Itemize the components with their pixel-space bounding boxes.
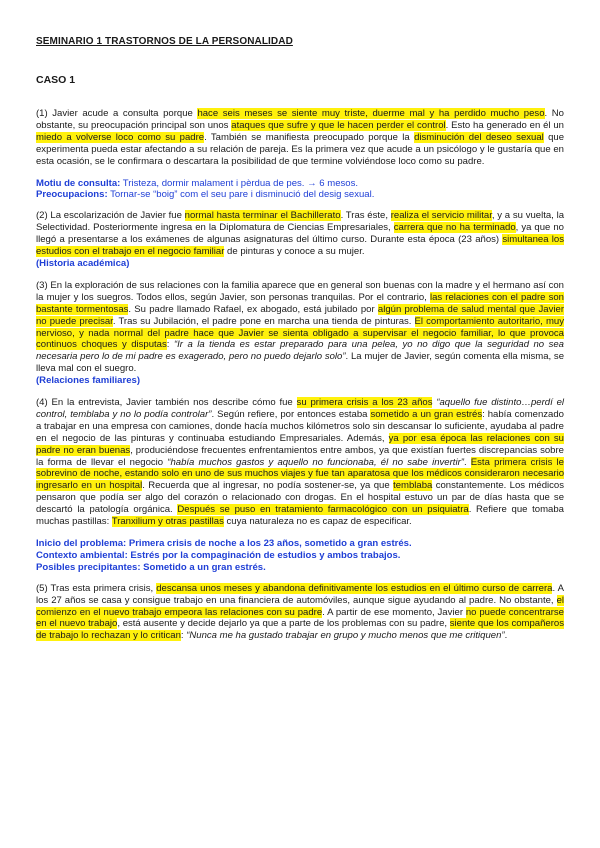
notes-paragraph-4: Inicio del problema: Primera crisis de noche a los 23 años, sometido a gran estrés. Contexto ambiental: Estrés por la compaginación de estudios y ambos trabajos. Posibles precipitantes: Sometido a un gran estrés.	[36, 538, 412, 573]
paragraph-4: (4) En la entrevista, Javier también nos describe cómo fue su primera crisis a los 23 años “aquello fue distinto…perdí el control, temblaba y no lo podía controlar”. Según refiere, por entonces estaba sometido a un gran estrés: había comenzado a trabajar en una empresa con camiones, donde hacía muchos kilómetros solo sin descansar lo suficiente, ayudaba al padre en el negocio de las pinturas y continuaba estudiando Empresariales. Además, ya por esa época las relaciones con su padre no eran buenas, produciéndose frecuentes enfrentamientos entre ambos, ya que existían fuertes discrepancias sobre la forma de llevar el negocio “había muchos gastos y aquello no funcionaba, él no sabe invertir”. Esta primera crisis le sobrevino de noche, estando solo en uno de sus muchos viajes y fue tan aparatosa que los médicos consideraron necesario ingresarlo en un hospital. Recuerda que al ingresar, no podía sostener-se, ya que temblaba constantemente. Los médicos pensaron que podía ser algo del corazón o relacionado con drogas. En el hospital estuvo un par de días hasta que se descartó la patología orgánica. Después se puso en tratamiento farmacológico con un psiquiatra. Refiere que tomaba muchas pastillas: Tranxilium y otras pastillas cuya naturaleza no es capaz de especificar.	[36, 397, 565, 528]
highlight: las relaciones con el padre son bastante tormentosas	[36, 291, 564, 315]
highlight: carrera que no ha terminado	[393, 222, 516, 234]
highlight: Después se puso en tratamiento farmacológico con un psiquiatra	[177, 504, 469, 516]
quote: “Ir a la tienda es estar preparado para una pelea, yo no digo que la seguridad no sea necesaria pero lo de mi padre es exagerado, pero no puedo dejarlo solo”	[36, 339, 564, 363]
highlight: ataques que sufre y que le hacen perder el control	[231, 119, 446, 131]
note-label: Motiu de consulta:	[36, 177, 121, 189]
paragraph-2: (2) La escolarización de Javier fue normal hasta terminar el Bachillerato. Tras éste, realiza el servicio militar, y a su vuelta, la Selectividad. Posteriormente ingresa en la Diplomatura de Ciencias Empresariales, carrera que no ha terminado, ya que no llegó a presentarse a los exámenes de algunas asignaturas del último curso. Durante esta época (23 años) simultanea los estudios con el trabajo en el negocio familiar de pinturas y conoce a su mujer. (Historia académica)	[36, 210, 565, 269]
section-note: (Relaciones familiares)	[36, 375, 140, 387]
section-note: (Historia académica)	[36, 257, 130, 269]
paragraph-5: (5) Tras esta primera crisis, descansa unos meses y abandona definitivamente los estudios en el último curso de carrera. A los 27 años se casa y consigue trabajo en una financiera de automóviles, aunque sigue ayudando al padre. No obstante, el comienzo en el nuevo trabajo empeora las relaciones con su padre. A partir de ese momento, Javier no puede concentrarse en el nuevo trabajo, está ausente y decide dejarlo ya que a parte de los problemas con su padre, siente que los compañeros de trabajo lo rechazan y lo critican: “Nunca me ha gustado trabajar en grupo y mucho menos que me critiquen”.	[36, 582, 564, 642]
highlight: el comienzo en el nuevo trabajo empeora las relaciones con su padre	[36, 594, 564, 618]
highlight: El comportamiento autoritario, muy nervioso, y nada normal del padre hace que Javier se sienta obligado a supervisar el negocio familiar, lo que provoca continuos choques y disputas	[36, 315, 564, 351]
notes-paragraph-1: Motiu de consulta: Tristeza, dormir malament i pèrdua de pes. → 6 mesos. Preocupacions: Tornar-se “boig” com el seu pare i disminució del desig sexual.	[36, 177, 375, 201]
highlight: sometido a un gran estrés	[370, 408, 483, 420]
highlight: Esta primera crisis le sobrevino de noche, estando solo en uno de sus muchos viajes y fue tan aparatosa que los médicos consideraron necesario ingresarlo en un hospital	[36, 456, 564, 492]
document-title: SEMINARIO 1 TRASTORNOS DE LA PERSONALIDAD	[36, 36, 293, 47]
highlight: siente que los compañeros de trabajo lo rechazan y lo critican	[36, 618, 564, 642]
quote: “aquello fue distinto…perdí el control, temblaba y no lo podía controlar”	[36, 397, 564, 420]
quote: “Nunca me ha gustado trabajar en grupo y mucho menos que me critiquen”	[186, 630, 505, 642]
document-body	[36, 108, 564, 652]
highlight: Tranxilium y otras pastillas	[111, 516, 224, 528]
quote: “había muchos gastos y aquello no funcionaba, él no sabe invertir”	[167, 456, 464, 468]
highlight: hace seis meses se siente muy triste, duerme mal y ha perdido mucho peso	[197, 108, 545, 119]
paragraph-3: (3) En la exploración de sus relaciones con la familia aparece que en general son buenas con la madre y el hermano así con la mujer y los suegros. Todos ellos, según Javier, son personas tranquilas. Por el contrario, las relaciones con el padre son bastante tormentosas. Su padre llamado Rafael, ex abogado, está jubilado por algún problema de salud mental que Javier no puede precisar. Tras su Jubilación, el padre pone en marcha una tienda de pinturas. El comportamiento autoritario, muy nervioso, y nada normal del padre hace que Javier se sienta obligado a supervisar el negocio familiar, lo que provoca continuos choques y disputas: “Ir a la tienda es estar preparado para una pelea, yo no digo que la seguridad no sea necesaria pero lo de mi padre es exagerado, pero no puedo dejarlo solo”. La mujer de Javier, según comenta ella misma, se lleva mal con el suegro. (Relaciones familiares)	[36, 279, 565, 387]
note-label: Preocupacions:	[36, 189, 108, 201]
case-heading: CASO 1	[36, 74, 76, 86]
highlight: temblaba	[393, 480, 433, 492]
paragraph-1: (1) Javier acude a consulta porque hace seis meses se siente muy triste, duerme mal y ha perdido mucho peso. No obstante, su preocupación principal son unos ataques que sufre y que le hacen perder el control. Esto ha generado en él un miedo a volverse loco como su padre. También se manifiesta preocupado porque la disminución del deseo sexual que experimenta pueda estar afectando a su relación de pareja. Es la primera vez que acude a un psicólogo y le gustaría que en esta ocasión, se le confirmara o descartara la posibilidad de que termine volviéndose loco como su padre.	[36, 108, 565, 167]
highlight: normal hasta terminar el Bachillerato	[184, 210, 341, 222]
highlight: simultanea los estudios con el trabajo en el negocio familiar	[36, 234, 565, 258]
highlight: ya por esa época las relaciones con su padre no eran buenas	[36, 432, 564, 456]
highlight: su primera crisis a los 23 años	[296, 397, 433, 409]
highlight: algún problema de salud mental que Javier no puede precisar	[36, 303, 565, 327]
highlight: descansa unos meses y abandona definitivamente los estudios en el último curso de carrera	[156, 582, 553, 594]
highlight: disminución del deseo sexual	[414, 131, 544, 143]
highlight: no puede concentrarse en el nuevo trabajo	[36, 606, 564, 630]
highlight: miedo a volverse loco como su padre	[36, 131, 205, 143]
highlight: realiza el servicio militar	[390, 210, 492, 222]
